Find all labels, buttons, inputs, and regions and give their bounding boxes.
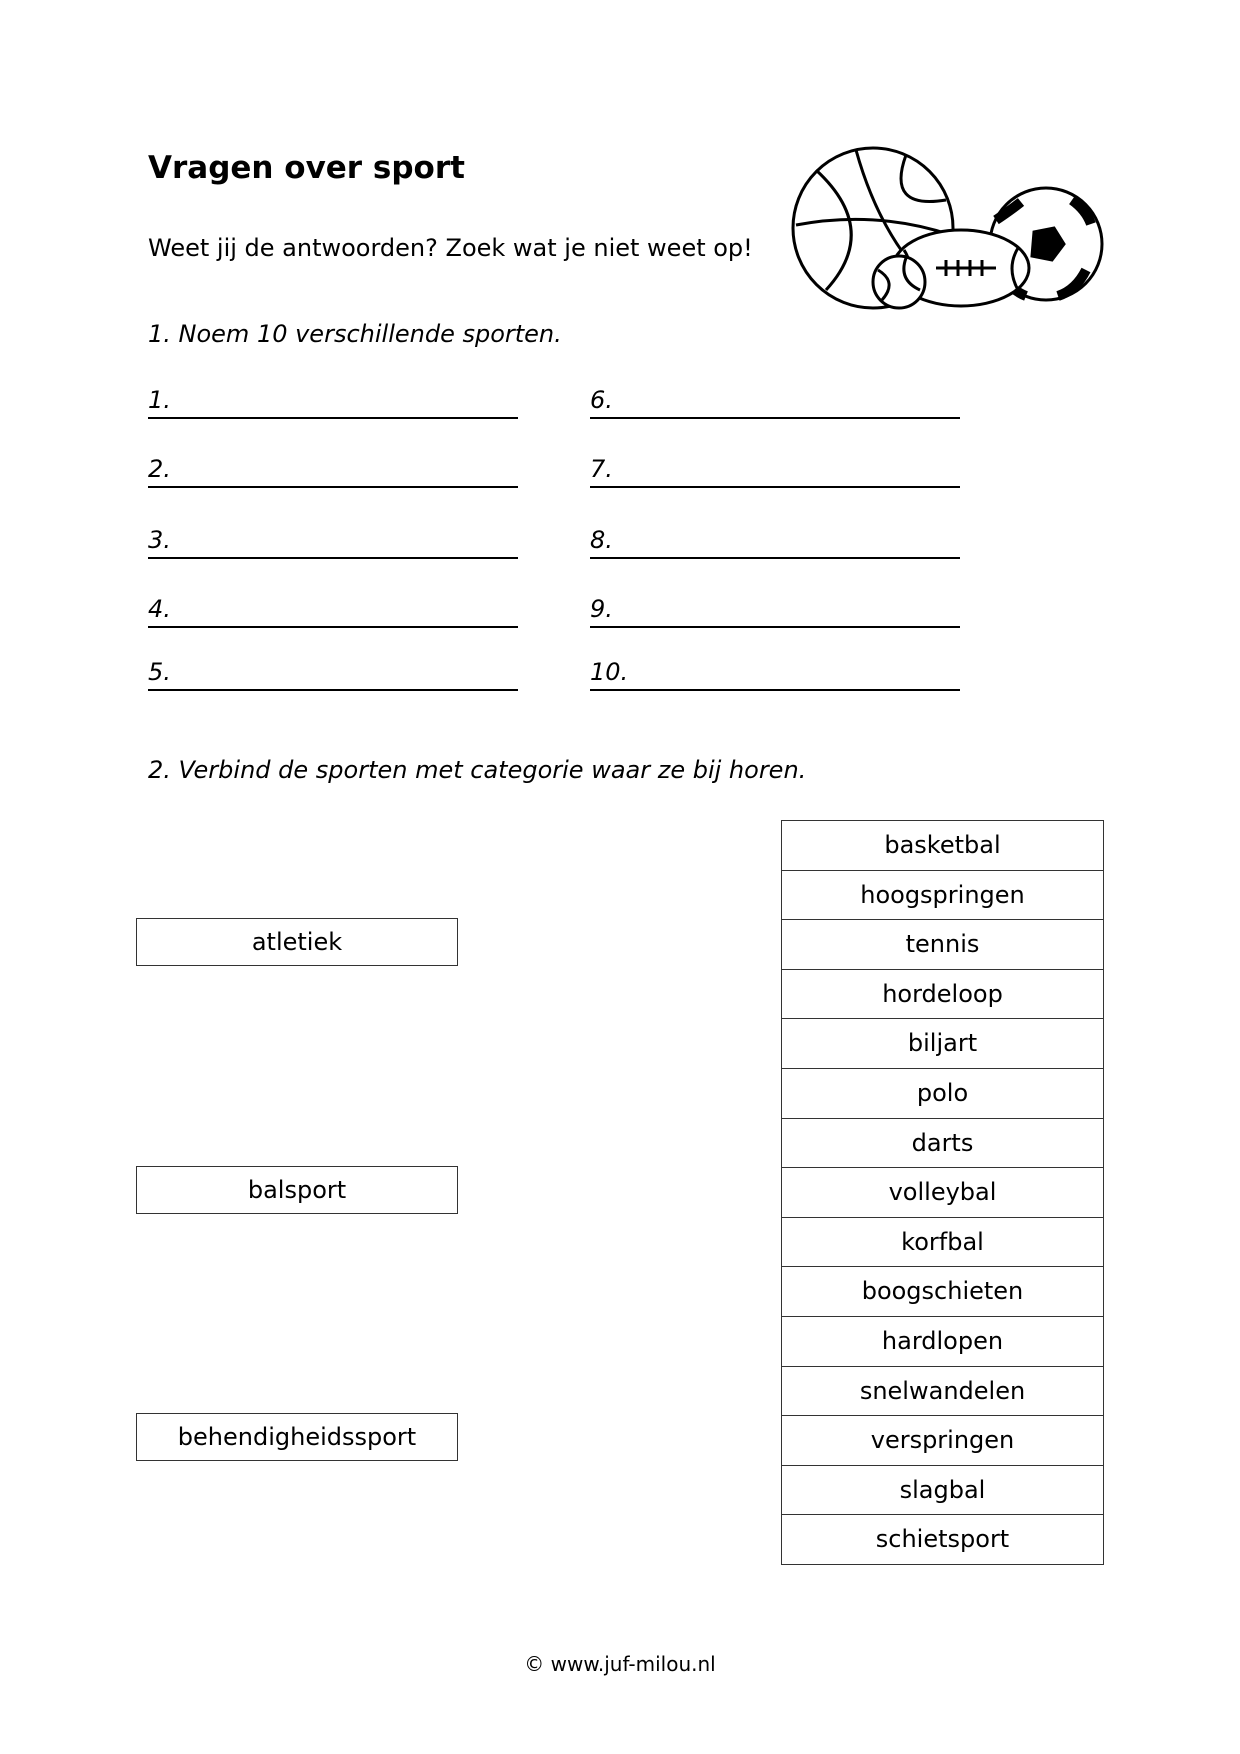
answer-blank-3[interactable] [148,523,518,559]
sport-item[interactable]: biljart [782,1019,1103,1069]
category-box[interactable]: balsport [136,1166,458,1214]
answer-blank-8[interactable] [590,523,960,559]
sport-item[interactable]: polo [782,1069,1103,1119]
sport-list [781,820,1104,1565]
answer-blank-1[interactable] [148,383,518,419]
blank-number: 10. [590,658,629,686]
answer-blank-6[interactable] [590,383,960,419]
sport-item[interactable]: hordeloop [782,970,1103,1020]
sports-balls-icon [786,140,1116,320]
category-box[interactable]: behendigheidssport [136,1413,458,1461]
sport-item[interactable]: snelwandelen [782,1367,1103,1417]
category-box[interactable]: atletiek [136,918,458,966]
blank-number: 7. [590,455,613,483]
footer-copyright: © www.juf-milou.nl [524,1652,716,1676]
blank-number: 5. [148,658,171,686]
blank-number: 9. [590,595,613,623]
page-title: Vragen over sport [148,150,465,186]
sport-item[interactable]: volleybal [782,1168,1103,1218]
blank-number: 8. [590,526,613,554]
sport-item[interactable]: slagbal [782,1466,1103,1516]
answer-blank-4[interactable] [148,592,518,628]
blank-number: 6. [590,386,613,414]
sport-item[interactable]: verspringen [782,1416,1103,1466]
question-2-text: 2. Verbind de sporten met categorie waar ze bij horen. [148,756,807,784]
question-1-text: 1. Noem 10 verschillende sporten. [148,320,562,348]
blank-number: 2. [148,455,171,483]
blank-number: 3. [148,526,171,554]
sport-item[interactable]: boogschieten [782,1267,1103,1317]
intro-text: Weet jij de antwoorden? Zoek wat je niet weet op! [148,234,753,262]
sport-item[interactable]: korfbal [782,1218,1103,1268]
sport-item[interactable]: schietsport [782,1515,1103,1565]
sport-item[interactable]: tennis [782,920,1103,970]
sport-item[interactable]: hoogspringen [782,871,1103,921]
blank-number: 1. [148,386,171,414]
sport-item[interactable]: hardlopen [782,1317,1103,1367]
answer-blank-9[interactable] [590,592,960,628]
answer-blank-5[interactable] [148,655,518,691]
blank-number: 4. [148,595,171,623]
sport-item[interactable]: darts [782,1119,1103,1169]
sport-item[interactable]: basketbal [782,821,1103,871]
answer-blank-2[interactable] [148,452,518,488]
answer-blank-10[interactable] [590,655,960,691]
answer-blank-7[interactable] [590,452,960,488]
